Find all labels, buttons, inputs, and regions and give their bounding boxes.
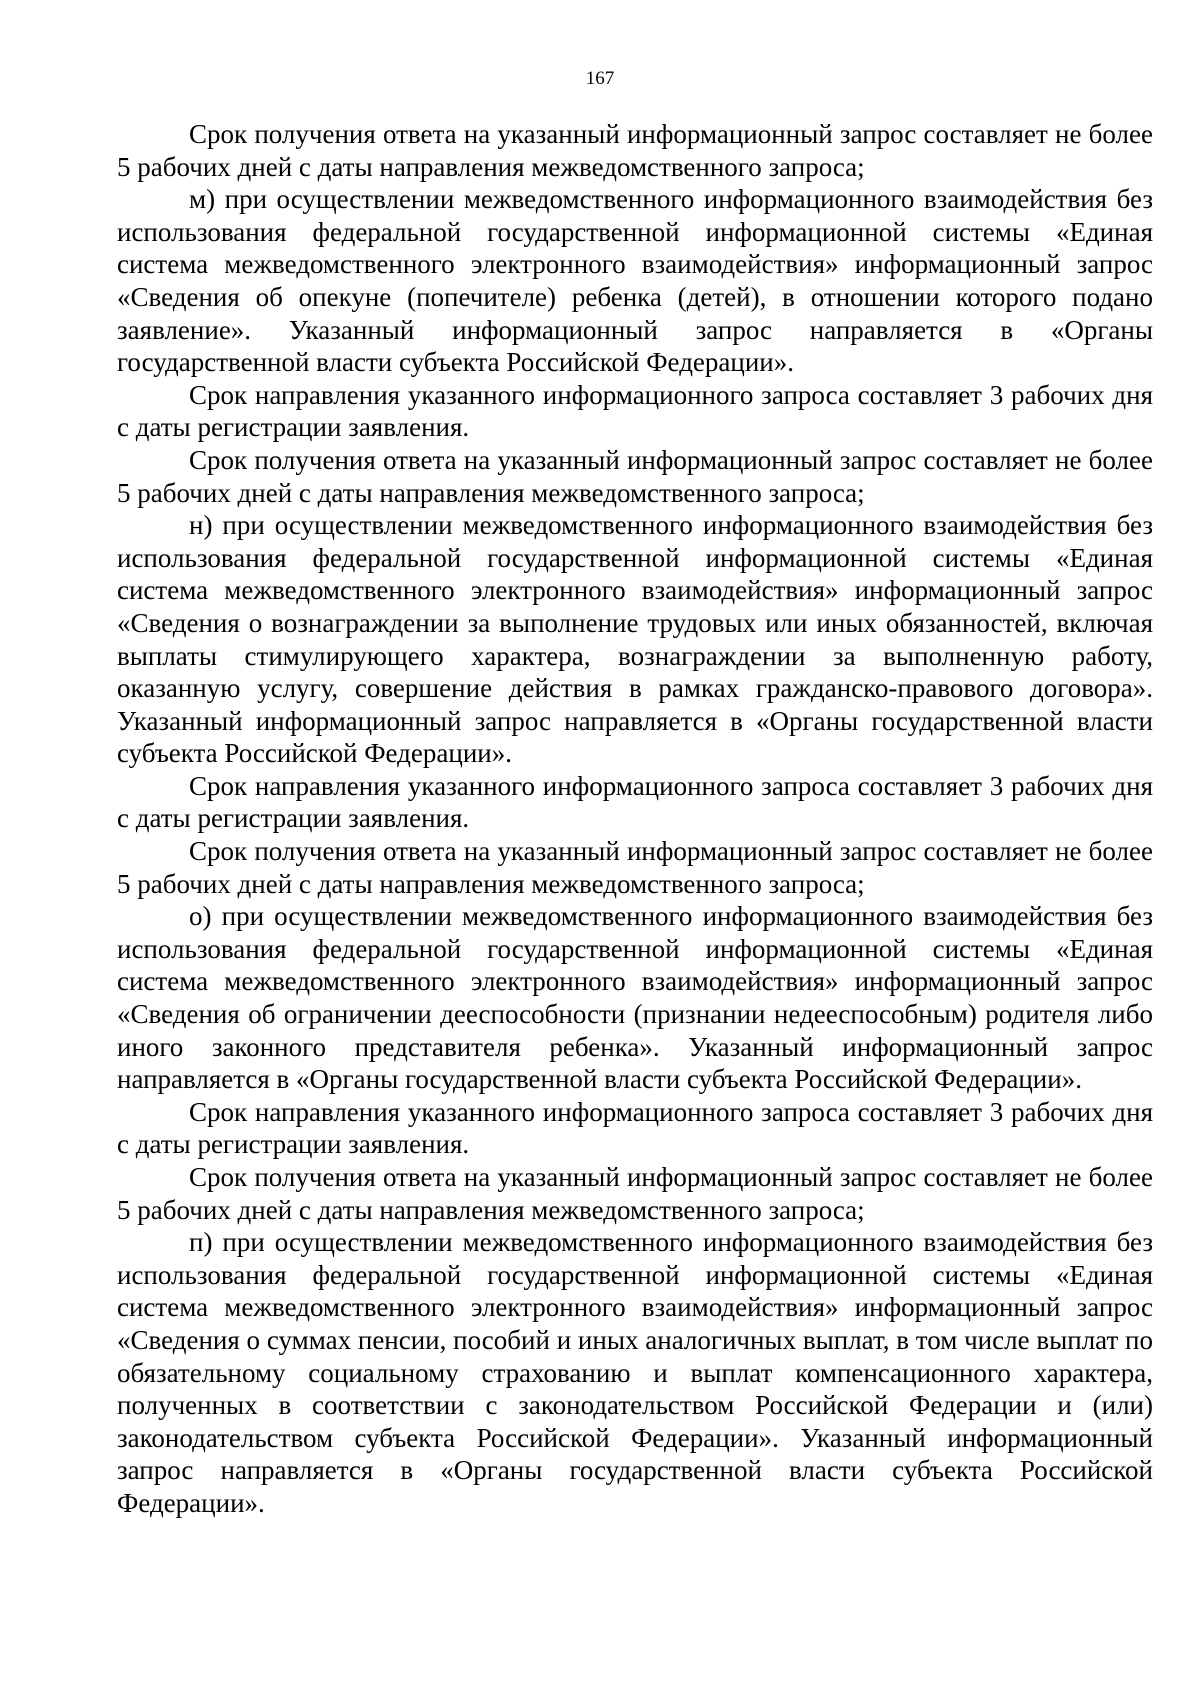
document-body — [117, 118, 1153, 1520]
paragraph-item-o: о) при осуществлении межведомственного информационного взаимодействия без использования федеральной государственной информационной системы «Единая система межведомственного электронного взаимодействия» информационный запрос «Сведения об ограничении дееспособности (признании недееспособным) родителя либо иного законного представителя ребенка». Указанный информационный запрос направляется в «Органы государственной власти субъекта Российской Федерации». — [117, 901, 1153, 1095]
paragraph-item-m: м) при осуществлении межведомственного информационного взаимодействия без использования федеральной государственной информационной системы «Единая система межведомственного электронного взаимодействия» информационный запрос «Сведения об опекуне (попечителе) ребенка (детей), в отношении которого подано заявление». Указанный информационный запрос направляется в «Органы государственной власти субъекта Российской Федерации». — [117, 184, 1153, 378]
paragraph-response-deadline: Срок получения ответа на указанный информационный запрос составляет не более 5 рабочих дней с даты направления межведомственного запроса; — [117, 836, 1153, 899]
paragraph-response-deadline: Срок получения ответа на указанный информационный запрос составляет не более 5 рабочих дней с даты направления межведомственного запроса; — [117, 444, 1153, 508]
paragraph-send-deadline: Срок направления указанного информационного запроса составляет 3 рабочих дня с даты регистрации заявления. — [117, 379, 1153, 443]
paragraph-response-deadline: Срок получения ответа на указанный информационный запрос составляет не более 5 рабочих дней с даты направления межведомственного запроса; — [117, 119, 1153, 182]
paragraph-send-deadline: Срок направления указанного информационного запроса составляет 3 рабочих дня с даты регистрации заявления. — [117, 1096, 1153, 1160]
paragraph-send-deadline: Срок направления указанного информационного запроса составляет 3 рабочих дня с даты регистрации заявления. — [117, 770, 1153, 834]
page-number: 167 — [585, 68, 615, 89]
paragraph-item-p: п) при осуществлении межведомственного информационного взаимодействия без использования федеральной государственной информационной системы «Единая система межведомственного электронного взаимодействия» информационный запрос «Сведения о суммах пенсии, пособий и иных аналогичных выплат, в том числе выплат по обязательному социальному страхованию и выплат компенсационного характера, полученных в соответствии с законодательством Российской Федерации и (или) законодательством субъекта Российской Федерации». Указанный информационный запрос направляется в «Органы государственной власти субъекта Российской Федерации». — [117, 1227, 1153, 1518]
paragraph-item-n: н) при осуществлении межведомственного информационного взаимодействия без использования федеральной государственной информационной системы «Единая система межведомственного электронного взаимодействия» информационный запрос «Сведения о вознаграждении за выполнение трудовых или иных обязанностей, включая выплаты стимулирующего характера, вознаграждении за выполненную работу, оказанную услугу, совершение действия в рамках гражданско-правового договора». Указанный информационный запрос направляется в «Органы государственной власти субъекта Российской Федерации». — [117, 510, 1153, 769]
paragraph-response-deadline: Срок получения ответа на указанный информационный запрос составляет не более 5 рабочих дней с даты направления межведомственного запроса; — [117, 1162, 1153, 1225]
